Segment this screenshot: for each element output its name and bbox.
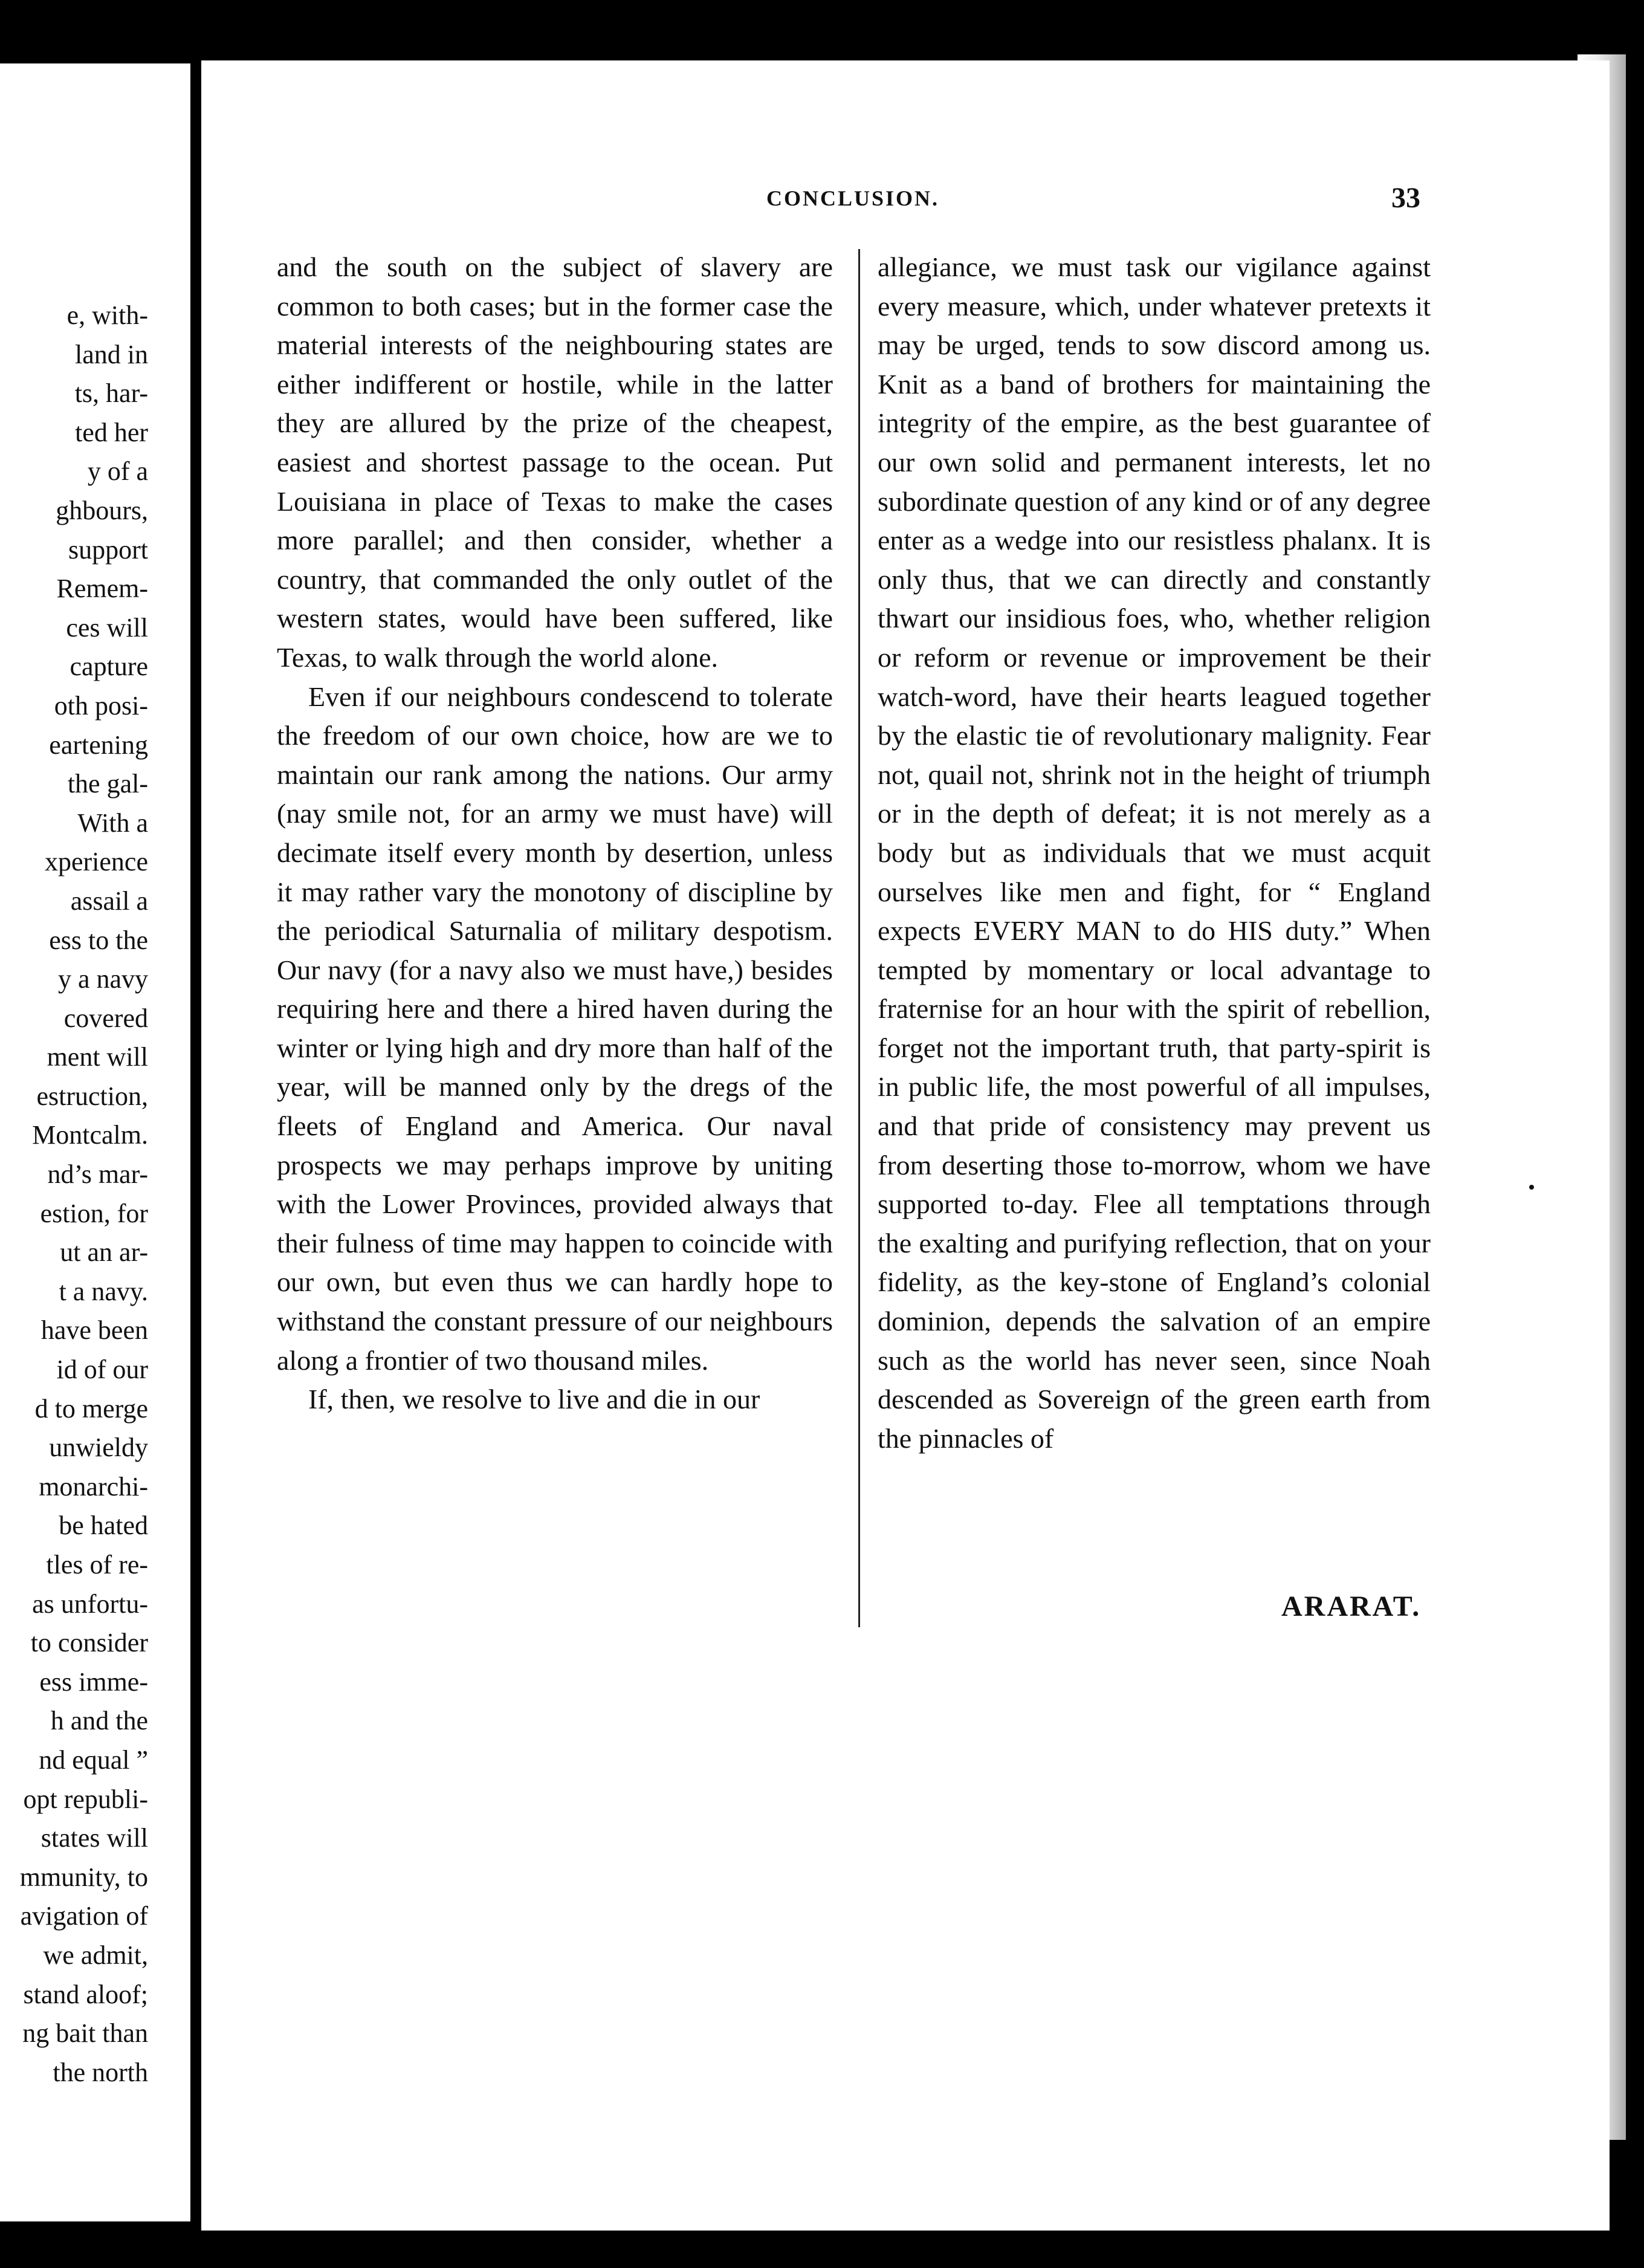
book-gutter: [190, 60, 201, 2237]
facing-page-line: support: [68, 534, 148, 565]
facing-page-line: ess to the: [49, 925, 148, 955]
facing-page-line: e, with-: [66, 300, 148, 330]
facing-page-line: estruction,: [36, 1081, 148, 1111]
facing-page-line: With a: [77, 808, 148, 838]
facing-page-line: unwieldy: [49, 1433, 148, 1463]
facing-page-line: land in: [75, 339, 148, 369]
page-number: 33: [1391, 182, 1420, 214]
facing-page-line: ng bait than: [22, 2018, 148, 2049]
facing-page-line: assail a: [70, 886, 148, 916]
facing-page-line: opt republi-: [23, 1784, 148, 1814]
facing-page-line: d to merge: [34, 1393, 148, 1424]
running-head: CONCLUSION.: [766, 186, 940, 210]
facing-page-line: xperience: [45, 847, 148, 877]
facing-page-line: have been: [40, 1315, 148, 1346]
facing-page-line: Montcalm.: [32, 1120, 148, 1150]
facing-page-line: covered: [63, 1003, 148, 1033]
facing-page-text: [0, 296, 148, 2092]
facing-page-line: avigation of: [20, 1901, 148, 1931]
text-column-right: [878, 248, 1431, 1458]
facing-page-line: stand aloof;: [23, 1979, 148, 2009]
facing-page: [0, 63, 190, 2221]
facing-page-line: tles of re-: [46, 1550, 148, 1580]
facing-page-line: monarchi-: [39, 1471, 148, 1502]
facing-page-line: as unfortu-: [32, 1589, 148, 1619]
ink-speck: [1529, 1185, 1534, 1190]
facing-page-line: oth posi-: [54, 690, 148, 721]
facing-page-line: ghbours,: [56, 495, 148, 525]
facing-page-line: eartening: [49, 730, 148, 760]
facing-page-line: id of our: [56, 1355, 148, 1385]
paragraph: allegiance, we must task our vigilance against every measure, which, under whatever pretexts it may be urged, tends to sow discord among us. Knit as a band of brothers for maintaining the integrity of the empire, as the best guarantee of our own solid and permanent interests, let no subordinate question of any kind or of any degree enter as a wedge into our resistless phalanx. It is only thus, that we can directly and constantly thwart our insidious foes, who, whether religion or reform or revenue or improvement be their watch-word, have their hearts leagued together by the elastic tie of revolutionary malignity. Fear not, quail not, shrink not in the height of triumph or in the depth of defeat; it is not merely as a body but as individuals that we must acquit ourselves like men and fight, for “ England expects EVERY MAN to do HIS duty.” When tempted by momentary or local advantage to fraternise for an hour with the spirit of rebellion, forget not the important truth, that party-spirit is in public life, the most powerful of all impulses, and that pride of consistency may prevent us from deserting those to-morrow, whom we have supported to-day. Flee all temptations through the exalting and purifying reflection, that on your fidelity, as the key-stone of England’s colonial dominion, depends the salvation of an empire such as the world has never seen, since Noah descended as Sovereign of the green earth from the pinnacles of: [878, 251, 1431, 1454]
closing-word: ARARAT.: [1281, 1590, 1422, 1622]
facing-page-line: states will: [40, 1823, 148, 1853]
facing-page-line: y a navy: [57, 964, 148, 994]
facing-page-line: Remem-: [56, 574, 148, 604]
facing-page-line: ces will: [66, 612, 148, 643]
facing-page-line: ess imme-: [39, 1667, 148, 1697]
facing-page-line: the north: [53, 2057, 148, 2087]
facing-page-line: the gal-: [67, 769, 148, 799]
column-rule: [858, 249, 860, 1627]
facing-page-line: be hated: [59, 1511, 148, 1541]
facing-page-line: ut an ar-: [60, 1237, 148, 1268]
facing-page-line: t a navy.: [59, 1276, 148, 1306]
facing-page-line: ment will: [47, 1042, 148, 1072]
facing-page-line: mmunity, to: [19, 1862, 148, 1892]
text-column-left: [277, 248, 833, 1419]
paragraph: If, then, we resolve to live and die in our: [308, 1384, 760, 1415]
facing-page-line: ts, har-: [74, 378, 148, 409]
paragraph: and the south on the subject of slavery are common to both cases; but in the former case the material interests of the neighbouring states are either indifferent or hostile, while in the latter they are allured by the prize of the cheapest, easiest and shortest passage to the ocean. Put Louisiana in place of Texas to make the cases more parallel; and then consider, whether a country, that commanded the only outlet of the western states, would have been suffered, like Texas, to walk through the world alone.: [277, 251, 833, 673]
facing-page-line: capture: [70, 652, 148, 682]
facing-page-line: nd’s mar-: [47, 1159, 148, 1190]
facing-page-line: we admit,: [43, 1940, 148, 1970]
facing-page-line: ted her: [75, 417, 148, 447]
facing-page-line: y of a: [87, 456, 148, 487]
paragraph: Even if our neighbours condescend to tolerate the freedom of our own choice, how are we to maintain our rank among the nations. Our army (nay smile not, for an army we must have) will decimate itself every month by desertion, unless it may rather vary the monotony of discipline by the periodical Saturnalia of military despotism. Our navy (for a navy also we must have,) besides requiring here and there a hired haven during the winter or lying high and dry more than half of the year, will be manned only by the dregs of the fleets of England and America. Our naval prospects we may perhaps improve by uniting with the Lower Provinces, provided always that their fulness of time may happen to coincide with our own, but even thus we can hardly hope to withstand the constant pressure of our neighbours along a frontier of two thousand miles.: [277, 681, 833, 1376]
facing-page-line: estion, for: [40, 1198, 148, 1228]
facing-page-line: h and the: [50, 1706, 148, 1736]
facing-page-line: nd equal ”: [39, 1745, 148, 1775]
facing-page-line: to consider: [30, 1628, 148, 1658]
